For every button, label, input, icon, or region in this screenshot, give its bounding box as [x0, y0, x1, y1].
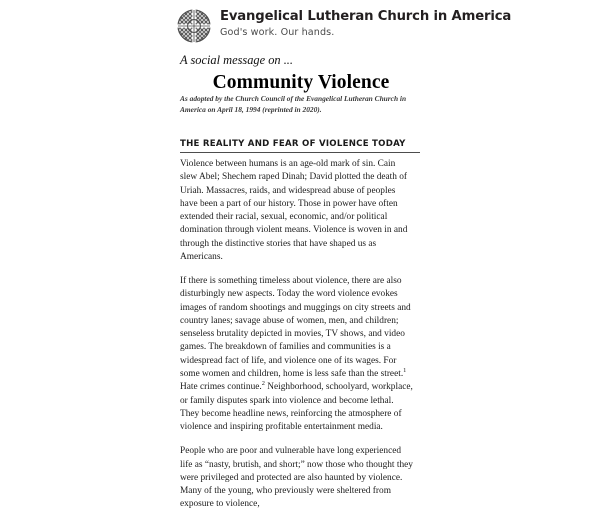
- footnote-marker-1: 1: [403, 366, 407, 374]
- section-divider: [180, 152, 420, 154]
- organization-name: Evangelical Lutheran Church in America: [220, 9, 512, 24]
- organization-tagline: God's work. Our hands.: [220, 27, 335, 39]
- body-copy: [180, 158, 413, 512]
- paragraph-2-part-c: Neighborhood, schoolyard, workplace, or family disputes spark into violence and become lethal. They become headline news, reinforcing the atmosphere of violence and inspiring profitable entertainment media.: [180, 382, 413, 433]
- section-heading-group: [180, 139, 420, 153]
- masthead-text: [220, 7, 511, 38]
- masthead: [176, 7, 511, 44]
- footnote-marker-2: 2: [261, 380, 265, 388]
- paragraph-3: People who are poor and vulnerable have long experienced life as “nasty, brutish, and short;” now those who thought they were privileged and protected are also haunted by violence. Many of the young, who previously were sheltered from exposure to violence,: [180, 446, 413, 510]
- elca-celtic-cross-icon: [176, 8, 212, 44]
- paragraph-1: Violence between humans is an age-old mark of sin. Cain slew Abel; Shechem raped Dinah; David plotted the death of Uriah. Massacres, raids, and widespread abuse of peoples have been a part of our history. Those in power have often extended their racial, sexual, economic, and/or political domination through violent means. Violence is woven in and through the distinctive stories that have shaped us as Americans.: [180, 159, 408, 262]
- title-block: [180, 53, 422, 94]
- adoption-note: As adopted by the Church Council of the Evangelical Lutheran Church in America on April 18, 1994 (reprinted in 2020).: [180, 94, 407, 114]
- page-title: Community Violence: [212, 71, 390, 93]
- paragraph-2-part-a: If there is something timeless about violence, there are also disturbingly new aspects. Today the word violence evokes images of random shootings and muggings on city streets and country lanes; savage abuse of women, men, and children; senseless brutality depicted in movies, TV shows, and video games. The breakdown of families and communities is a widespread fact of life, and violence one of its wages. For some women and children, home is less safe than the street.: [180, 276, 411, 379]
- paragraph-2: [180, 275, 413, 434]
- section-heading: THE REALITY AND FEAR OF VIOLENCE TODAY: [180, 139, 406, 149]
- paragraph-2-part-b: Hate crimes continue.: [180, 382, 262, 393]
- document-kicker: A social message on ...: [180, 53, 293, 67]
